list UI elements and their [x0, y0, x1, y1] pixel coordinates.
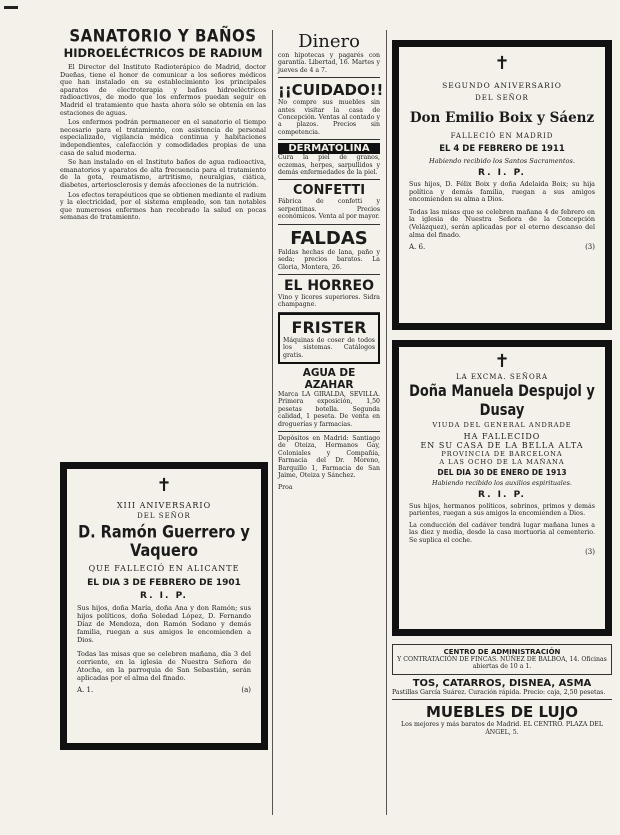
of-label: DEL SEÑOR	[137, 512, 191, 520]
ad-text: Vino y licores superiores. Sidra champagne.	[278, 293, 380, 309]
ad-title: DERMATOLINA	[278, 143, 380, 154]
burial-text: La conducción del cadáver tendrá lugar mañana lunes a las diez y media, desde la casa mortuoria al cementerio. Se suplica el coche.	[409, 521, 595, 544]
obituary-boix	[392, 40, 612, 330]
notice-ref: A. 6.	[409, 243, 426, 252]
ad-title: FALDAS	[290, 227, 368, 249]
ad-muebles	[392, 700, 612, 739]
sanatorio-title: SANATORIO Y BAÑOS	[69, 26, 257, 46]
ad-title: ¡¡CUIDADO!!	[278, 81, 384, 100]
obituary-guerrero	[60, 462, 268, 750]
ad-confetti	[278, 180, 380, 224]
sanatorio-body	[60, 64, 266, 222]
death-date: EL DIA 3 DE FEBRERO DE 1901	[87, 578, 241, 588]
died-place: EN SU CASA DE LA BELLA ALTA	[420, 441, 584, 450]
masses-text: Todas las misas que se celebren mañana 4 de febrero en la iglesia de Nuestra Señora de la Concepción (Velázquez), serán aplicadas por el eterno descanso del alma del finado.	[409, 207, 595, 239]
notice-footer	[409, 548, 595, 556]
death-date: DEL DIA 30 DE ENERO DE 1913	[437, 468, 567, 477]
middle-footer: Proa	[278, 484, 293, 492]
paragraph: Los enfermos podrán permanecer en el sanatorio el tiempo necesario para el tratamiento, con asistencia de personal especializado, vigilancia médica continua y habitaciones independientes, calefacción y comodidades propias de una casa de salud moderna.	[60, 118, 266, 157]
column-divider	[272, 30, 273, 815]
ad-text: con hipotecas y pagarés con garantía. Libertad, 16. Martes y jueves de 4 a 7.	[278, 52, 380, 74]
ad-horreo	[278, 275, 380, 313]
paragraph: Los efectos terapéuticos que se obtienen mediante el radium y la electricidad, por el sistema empleado, son tan notables que numerosos enfermos han recobrado la salud en pocas semanas de tratamiento.	[60, 190, 266, 222]
ad-text: Faldas hechas de lana, paño y seda; precios baratos. La Gloria, Montera, 26.	[278, 248, 380, 271]
right-bottom-ads	[392, 644, 612, 739]
ad-text: Fábrica de confetti y serpentinas. Precios económicos. Venta al por mayor.	[278, 198, 380, 221]
page-corner-mark	[4, 6, 18, 9]
anniversary-label: XIII ANIVERSARIO	[116, 501, 212, 510]
ad-depositos	[278, 432, 380, 482]
ad-dermatolina	[278, 140, 380, 180]
ad-text: Y CONTRATACIÓN DE FINCAS. NÚÑEZ DE BALBOA, 14. Oficinas abiertas de 10 a 1.	[397, 656, 607, 671]
left-column	[60, 28, 266, 224]
rip-label: R. I. P.	[140, 591, 188, 601]
notice-ref: A. 1.	[77, 686, 94, 694]
deceased-name: Don Emilio Boix y Sáenz	[409, 110, 595, 126]
rip-label: R. I. P.	[478, 490, 526, 500]
ad-title: Dinero	[298, 31, 360, 52]
column-divider	[386, 30, 387, 815]
family-text: Sus hijos, D. Félix Boix y doña Adelaida Boix; su hija política y demás familia, ruegan a sus amigos encomienden su alma a Dios.	[409, 180, 595, 204]
masses-text: Todas las misas que se celebren mañana, día 3 del corriente, en la iglesia de Nuestra Señora de Atocha, en la parroquia de San Sebastián, serán aplicadas por el alma del finado.	[77, 650, 251, 682]
ad-title: TOS, CATARROS, DISNEA, ASMA	[412, 677, 592, 689]
died-label: FALLECIÓ EN MADRID	[450, 132, 554, 140]
ad-title: AGUA DE AZAHAR	[302, 366, 356, 391]
ad-title: MUEBLES DE LUJO	[425, 703, 579, 722]
sanatorio-subtitle: HIDROELÉCTRICOS DE RADIUM	[63, 46, 263, 60]
notice-code: (a)	[241, 686, 251, 694]
ad-title: FRISTER	[291, 317, 367, 337]
family-text: Sus hijos, doña María, doña Ana y don Ramón; sus hijos políticos, doña Soledad López, D. Fernando Díaz de Mendoza, don Ramón Sodano y demás familia, ruegan a sus amigos le encomienden a Dios.	[77, 604, 251, 644]
ad-tos	[392, 675, 612, 700]
deceased-name: Doña Manuela Despujol y Dusay	[409, 382, 595, 420]
ad-dinero	[278, 28, 380, 78]
title-small: LA EXCMA. SEÑORA	[455, 373, 549, 381]
cross-icon: ✝	[494, 53, 510, 74]
died-label: QUE FALLECIÓ EN ALICANTE	[88, 564, 240, 573]
ad-faldas	[278, 225, 380, 275]
ad-azahar	[278, 364, 380, 432]
middle-column	[278, 28, 384, 492]
ad-text: Marca LA GIRALDA, SEVILLA. Primera exposición, 1,50 pesetas botella. Segunda calidad, 1 peseta. De venta en droguerías y farmacias.	[278, 390, 380, 428]
widow-label: VIUDA DEL GENERAL ANDRADE	[432, 421, 572, 429]
ad-text: Pastillas García Suárez. Curación rápida. Precio: caja, 2,50 pesetas.	[392, 688, 606, 696]
death-date: EL 4 DE FEBRERO DE 1911	[439, 144, 565, 154]
deceased-name: D. Ramón Guerrero y Vaquero	[78, 523, 250, 561]
rip-label: R. I. P.	[478, 168, 526, 178]
ad-centro	[392, 644, 612, 675]
family-text: Sus hijos, hermanos políticos, sobrinos, primos y demás parientes, ruegan a sus amigos la encomienden a Dios.	[409, 503, 595, 518]
ad-title: EL HORREO	[283, 277, 374, 294]
ad-cuidado	[278, 78, 384, 140]
paragraph: El Director del Instituto Radioterápico de Madrid, doctor Dueñas, tiene el honor de comunicar a los señores médicos que han instalado en su establecimiento los principales aparatos de electroterapia y baños hidroeléctricos radioactivos, de modo que los enfermos puedan seguir en Madrid el tratamiento que hasta ahora sólo se obtenía en las estaciones de aguas.	[60, 63, 266, 117]
ad-text: Cura la piel de granos, eczemas, herpes, sarpullidos y demás enfermedades de la piel.	[278, 154, 380, 177]
died-label: HA FALLECIDO	[463, 432, 541, 441]
sacraments-text: Habiendo recibido los auxilios espirituales.	[432, 479, 572, 487]
ad-text: Los mejores y más baratos de Madrid. EL CENTRO. PLAZA DEL ÁNGEL, 5.	[401, 721, 603, 736]
notice-code: (3)	[585, 548, 595, 557]
notice-footer	[77, 686, 251, 694]
ad-text: No compre sus muebles sin antes visitar la casa de Concepción. Ventas al contado y a plazos. Precios sin competencia.	[278, 99, 380, 136]
province: PROVINCIA DE BARCELONA	[441, 450, 563, 458]
of-label: DEL SEÑOR	[475, 94, 529, 102]
cross-icon: ✝	[156, 475, 172, 496]
paragraph: Se han instalado en el Instituto baños de agua radioactiva, emanatorios y aparatos de alta frecuencia para el tratamiento de la gota, reumatismo, artritismo, neuralgias, ciática, diabetes, arteriosclerosis y demás afecciones de la nutrición.	[60, 158, 266, 189]
notice-code: (3)	[585, 243, 595, 252]
ad-title: CENTRO DE ADMINISTRACIÓN	[443, 648, 561, 656]
ad-frister	[278, 313, 380, 364]
anniversary-label: SEGUNDO ANIVERSARIO	[442, 81, 562, 90]
ad-text: Máquinas de coser de todos los sistemas. Catálogos gratis.	[283, 336, 375, 359]
sacraments-text: Habiendo recibido los Santos Sacramentos.	[429, 157, 575, 165]
ad-text: Depósitos en Madrid: Santiago de Oteiza, Hermanos Gay, Coloniales y Compañía, Farmacia del Dr. Moreno, Barquillo 1, Farmacia de San Jaime, Oteiza y Sánchez.	[278, 434, 380, 479]
hour: A LAS OCHO DE LA MAÑANA	[439, 458, 565, 466]
obituary-despujol	[392, 340, 612, 636]
ad-title: CONFETTI	[292, 183, 366, 199]
notice-footer	[409, 243, 595, 251]
cross-icon: ✝	[494, 351, 510, 372]
